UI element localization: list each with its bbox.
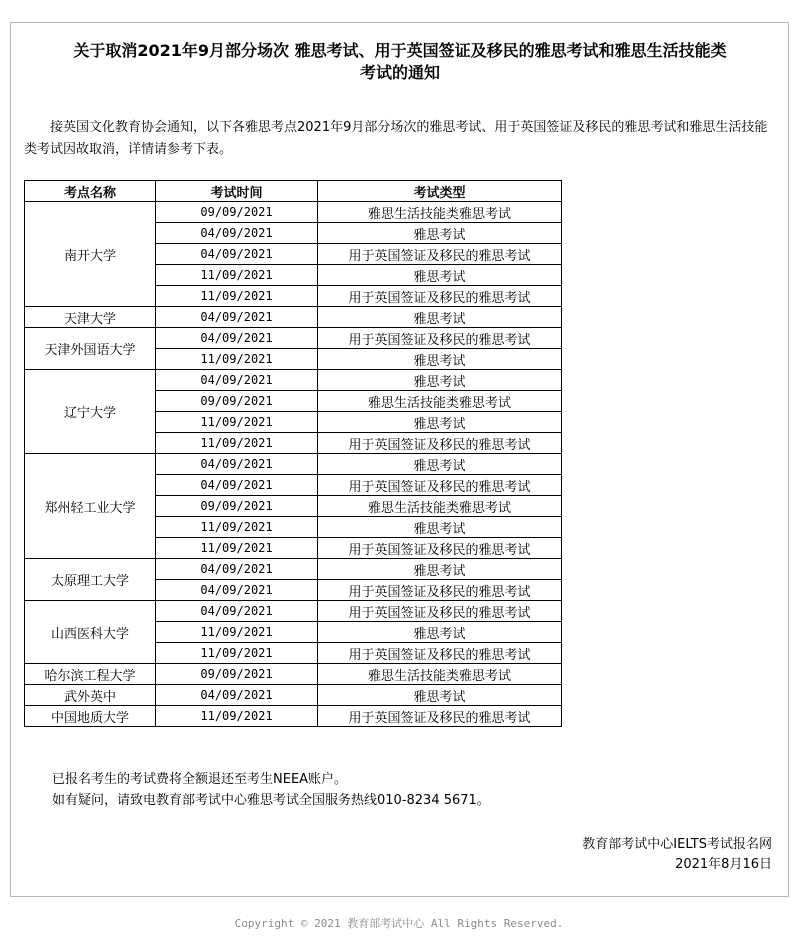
copyright-footer: Copyright © 2021 教育部考试中心 All Rights Reserved. <box>234 917 564 930</box>
exam-type-cell: 雅思生活技能类雅思考试 <box>318 664 562 685</box>
exam-type-cell: 雅思考试 <box>318 559 562 580</box>
table-row <box>25 559 562 580</box>
exam-type-cell: 用于英国签证及移民的雅思考试 <box>318 706 562 727</box>
exam-type-cell: 雅思考试 <box>318 370 562 391</box>
header-venue: 考点名称 <box>25 181 156 202</box>
table-header-row <box>25 181 562 202</box>
venue-cell: 哈尔滨工程大学 <box>25 664 156 685</box>
date-cell: 09/09/2021 <box>156 391 318 412</box>
exam-type-cell: 雅思考试 <box>318 223 562 244</box>
venue-cell: 天津外国语大学 <box>25 328 156 370</box>
exam-type-cell: 用于英国签证及移民的雅思考试 <box>318 580 562 601</box>
date-cell: 09/09/2021 <box>156 496 318 517</box>
date-cell: 04/09/2021 <box>156 223 318 244</box>
venue-cell: 山西医科大学 <box>25 601 156 664</box>
notice-title <box>20 40 780 84</box>
date-cell: 09/09/2021 <box>156 664 318 685</box>
exam-type-cell: 雅思考试 <box>318 454 562 475</box>
signature-org: 教育部考试中心IELTS考试报名网 <box>582 837 772 852</box>
exam-type-cell: 雅思考试 <box>318 622 562 643</box>
date-cell: 04/09/2021 <box>156 370 318 391</box>
refund-note: 已报名考生的考试费将全额退还至考生NEEA账户。 <box>52 772 348 787</box>
table-row <box>25 307 562 328</box>
date-cell: 04/09/2021 <box>156 685 318 706</box>
date-cell: 11/09/2021 <box>156 538 318 559</box>
table-row <box>25 202 562 223</box>
table-row <box>25 664 562 685</box>
table-row <box>25 328 562 349</box>
date-cell: 04/09/2021 <box>156 454 318 475</box>
venue-cell: 中国地质大学 <box>25 706 156 727</box>
date-cell: 09/09/2021 <box>156 202 318 223</box>
date-cell: 04/09/2021 <box>156 580 318 601</box>
date-cell: 04/09/2021 <box>156 559 318 580</box>
exam-type-cell: 雅思生活技能类雅思考试 <box>318 391 562 412</box>
date-cell: 11/09/2021 <box>156 286 318 307</box>
exam-type-cell: 用于英国签证及移民的雅思考试 <box>318 475 562 496</box>
date-cell: 11/09/2021 <box>156 517 318 538</box>
date-cell: 04/09/2021 <box>156 244 318 265</box>
exam-type-cell: 用于英国签证及移民的雅思考试 <box>318 433 562 454</box>
exam-type-cell: 用于英国签证及移民的雅思考试 <box>318 601 562 622</box>
date-cell: 11/09/2021 <box>156 622 318 643</box>
table-row <box>25 370 562 391</box>
table-row <box>25 601 562 622</box>
exam-type-cell: 用于英国签证及移民的雅思考试 <box>318 643 562 664</box>
table-row <box>25 454 562 475</box>
exam-type-cell: 用于英国签证及移民的雅思考试 <box>318 286 562 307</box>
venue-cell: 辽宁大学 <box>25 370 156 454</box>
exam-type-cell: 雅思考试 <box>318 265 562 286</box>
exam-type-cell: 雅思考试 <box>318 685 562 706</box>
venue-cell: 郑州轻工业大学 <box>25 454 156 559</box>
venue-cell: 南开大学 <box>25 202 156 307</box>
date-cell: 11/09/2021 <box>156 433 318 454</box>
notice-title-line2: 考试的通知 <box>359 63 440 82</box>
date-cell: 11/09/2021 <box>156 349 318 370</box>
table-row <box>25 706 562 727</box>
intro-paragraph: 接英国文化教育协会通知，以下各雅思考点2021年9月部分场次的雅思考试、用于英国签证及移民的雅思考试和雅思生活技能类考试因故取消，详情请参考下表。 <box>24 120 768 157</box>
date-cell: 04/09/2021 <box>156 475 318 496</box>
notice-title-line1: 关于取消2021年9月部分场次 雅思考试、用于英国签证及移民的雅思考试和雅思生活技能类 <box>73 41 727 60</box>
exam-type-cell: 用于英国签证及移民的雅思考试 <box>318 538 562 559</box>
date-cell: 04/09/2021 <box>156 328 318 349</box>
venue-cell: 天津大学 <box>25 307 156 328</box>
exam-type-cell: 雅思考试 <box>318 412 562 433</box>
table-row <box>25 685 562 706</box>
date-cell: 11/09/2021 <box>156 265 318 286</box>
date-cell: 11/09/2021 <box>156 643 318 664</box>
header-type: 考试类型 <box>318 181 562 202</box>
exam-type-cell: 雅思考试 <box>318 307 562 328</box>
exam-type-cell: 用于英国签证及移民的雅思考试 <box>318 328 562 349</box>
date-cell: 11/09/2021 <box>156 706 318 727</box>
cancellation-table <box>24 180 562 727</box>
exam-type-cell: 雅思考试 <box>318 517 562 538</box>
header-date: 考试时间 <box>156 181 318 202</box>
venue-cell: 武外英中 <box>25 685 156 706</box>
exam-type-cell: 用于英国签证及移民的雅思考试 <box>318 244 562 265</box>
signature-date: 2021年8月16日 <box>675 857 772 872</box>
exam-type-cell: 雅思考试 <box>318 349 562 370</box>
venue-cell: 太原理工大学 <box>25 559 156 601</box>
exam-type-cell: 雅思生活技能类雅思考试 <box>318 496 562 517</box>
contact-note: 如有疑问，请致电教育部考试中心雅思考试全国服务热线010-8234 5671。 <box>52 793 490 808</box>
exam-type-cell: 雅思生活技能类雅思考试 <box>318 202 562 223</box>
date-cell: 04/09/2021 <box>156 307 318 328</box>
date-cell: 11/09/2021 <box>156 412 318 433</box>
date-cell: 04/09/2021 <box>156 601 318 622</box>
